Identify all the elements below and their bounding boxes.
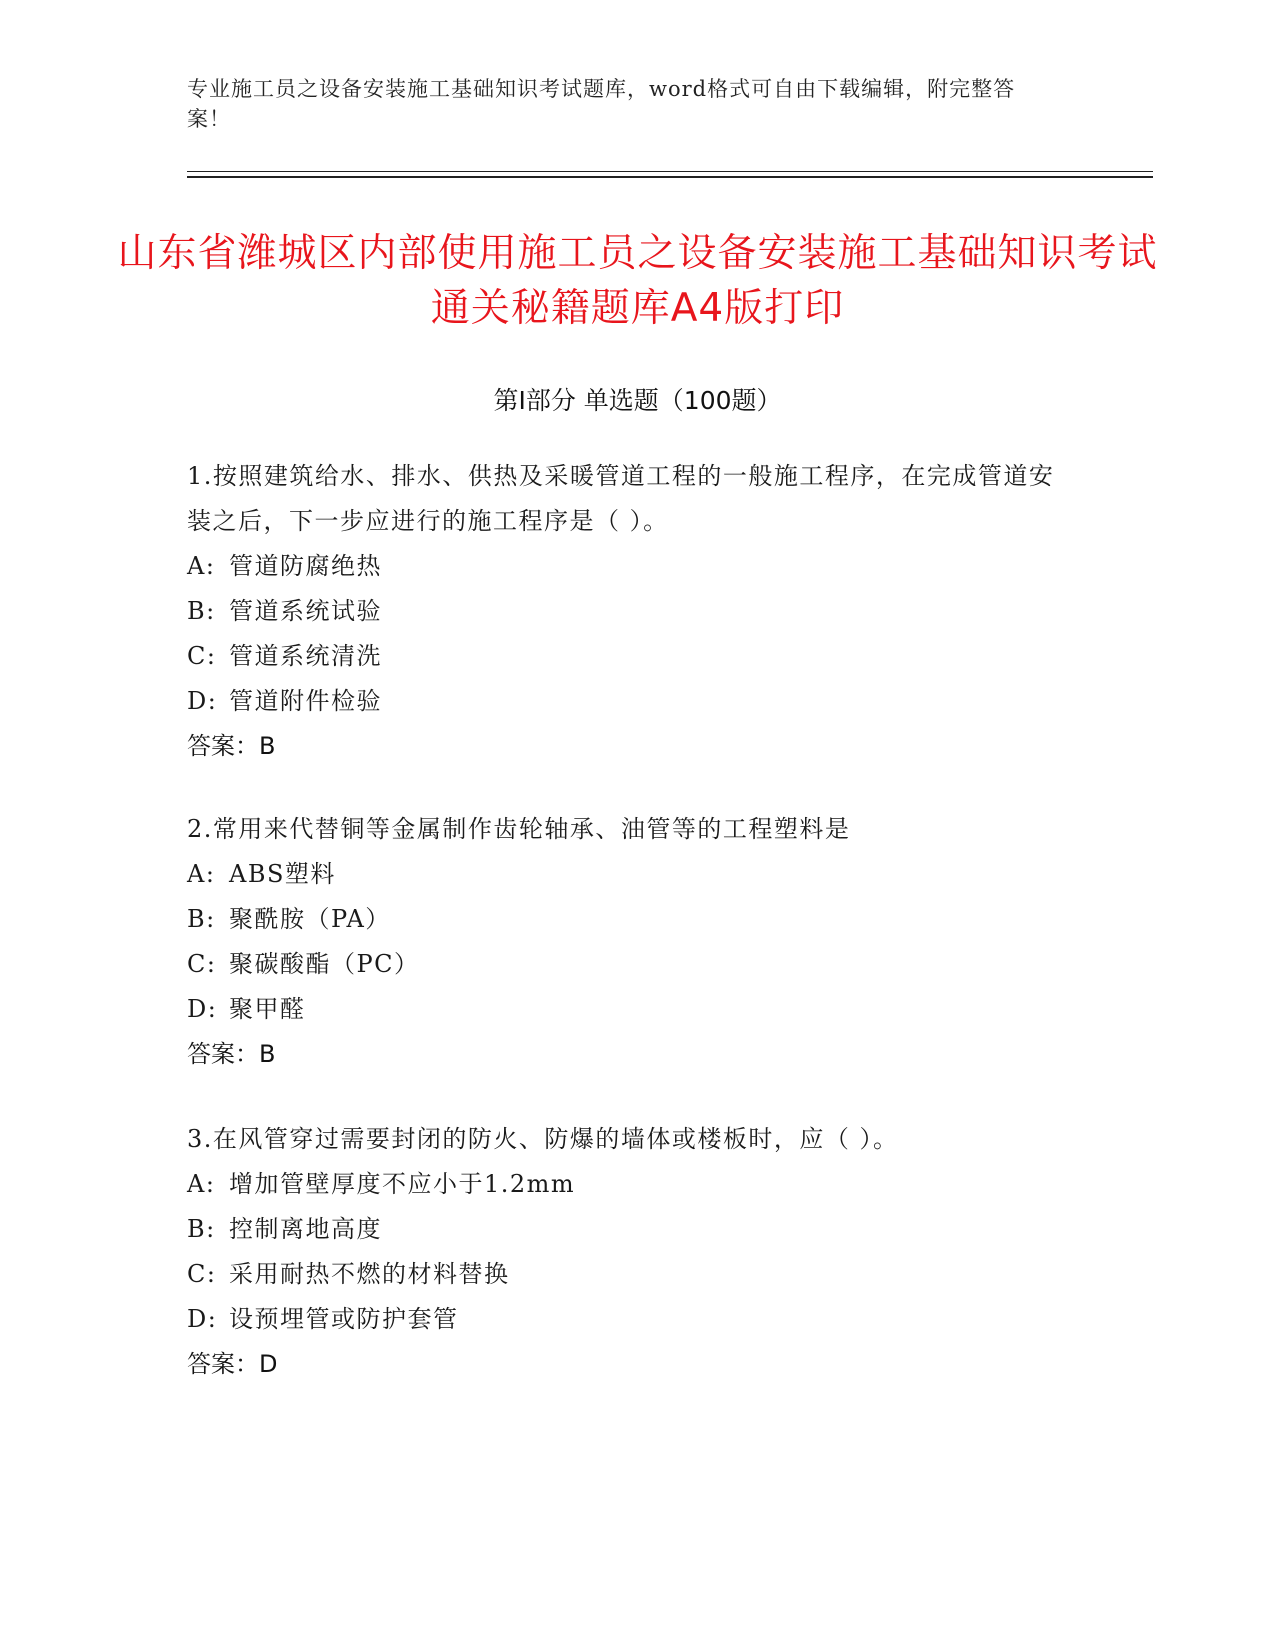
option-letter: B: (187, 905, 216, 933)
header-note: 专业施工员之设备安装施工基础知识考试题库，word格式可自由下载编辑，附完整答案！ (187, 77, 1016, 131)
option-d (187, 1297, 1067, 1342)
header-divider-top (187, 171, 1153, 172)
question-3 (187, 1117, 1067, 1387)
option-a (187, 852, 1067, 897)
option-d (187, 987, 1067, 1032)
question-stem: 1.按照建筑给水、排水、供热及采暖管道工程的一般施工程序，在完成管道安装之后，下一步应进行的施工程序是（ ）。 (187, 462, 1055, 535)
option-letter: B: (187, 597, 216, 625)
option-b (187, 897, 1067, 942)
option-letter: C: (187, 950, 217, 978)
option-a (187, 1162, 1067, 1207)
option-a (187, 544, 1067, 589)
option-letter: C: (187, 642, 217, 670)
answer-line: 答案：B (187, 732, 276, 760)
question-2 (187, 807, 1067, 1077)
option-d (187, 679, 1067, 724)
document-title: 山东省潍城区内部使用施工员之设备安装施工基础知识考试通关秘籍题库A4版打印 (117, 231, 1158, 331)
question-stem: 3.在风管穿过需要封闭的防火、防爆的墙体或楼板时，应（ ）。 (187, 1125, 899, 1153)
option-letter: D: (187, 1305, 218, 1333)
option-letter: D: (187, 995, 218, 1023)
option-text: 聚碳酸酯（PC） (229, 950, 420, 978)
answer-line: 答案：D (187, 1350, 278, 1378)
option-c (187, 942, 1067, 987)
header-divider-bottom (187, 176, 1153, 178)
question-stem: 2.常用来代替铜等金属制作齿轮轴承、油管等的工程塑料是 (187, 815, 851, 843)
option-text: 采用耐热不燃的材料替换 (229, 1260, 510, 1288)
section-heading: 第Ⅰ部分 单选题（100题） (493, 386, 782, 415)
option-text: 设预埋管或防护套管 (229, 1305, 459, 1333)
option-letter: B: (187, 1215, 216, 1243)
option-letter: D: (187, 687, 218, 715)
option-letter: A: (187, 1170, 216, 1198)
option-text: 管道系统清洗 (229, 642, 382, 670)
option-text: 聚甲醛 (229, 995, 306, 1023)
option-text: 聚酰胺（PA） (229, 905, 391, 933)
option-text: 管道防腐绝热 (229, 552, 382, 580)
option-c (187, 1252, 1067, 1297)
option-letter: A: (187, 552, 216, 580)
option-text: 增加管壁厚度不应小于1.2mm (229, 1170, 576, 1198)
option-text: 管道附件检验 (229, 687, 382, 715)
option-c (187, 634, 1067, 679)
question-1 (187, 454, 1067, 769)
option-b (187, 1207, 1067, 1252)
option-letter: C: (187, 1260, 217, 1288)
option-text: ABS塑料 (229, 860, 336, 888)
option-b (187, 589, 1067, 634)
answer-line: 答案：B (187, 1040, 276, 1068)
option-text: 管道系统试验 (229, 597, 382, 625)
option-letter: A: (187, 860, 216, 888)
option-text: 控制离地高度 (229, 1215, 382, 1243)
